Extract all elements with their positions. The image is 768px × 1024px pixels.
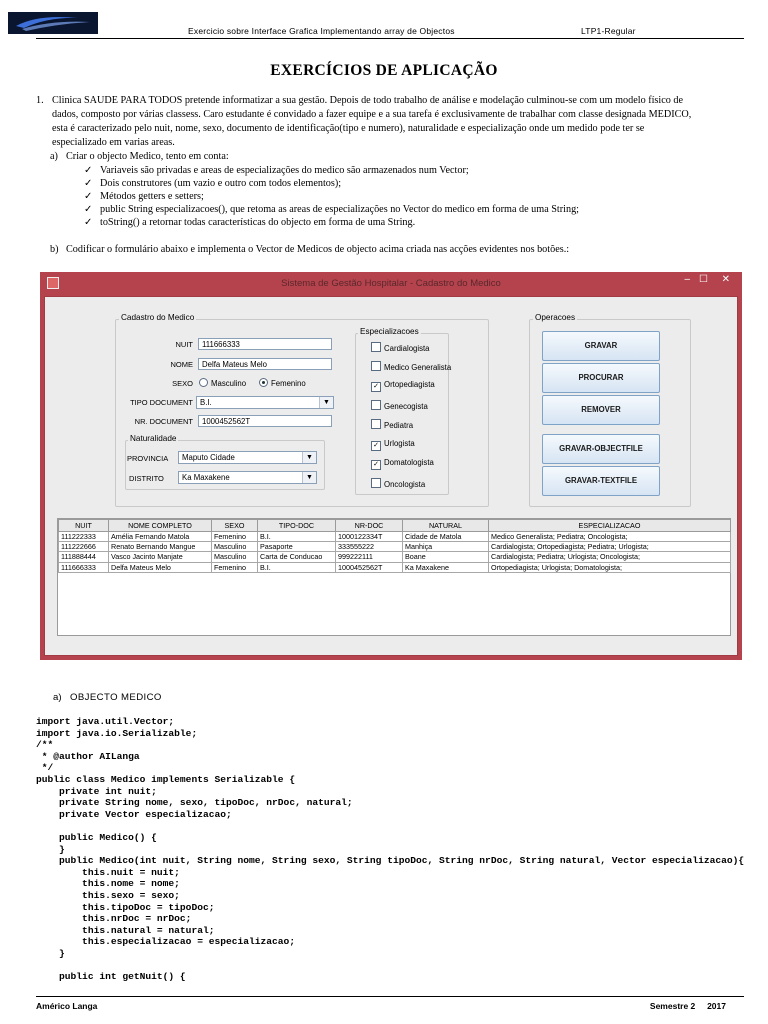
close-button[interactable]: ✕ — [721, 274, 730, 285]
cell-nr-doc: 1000452562T — [336, 562, 403, 572]
col-nr-doc-header[interactable]: NR-DOC — [336, 520, 403, 532]
esp-urlogista-label: Urlogista — [384, 439, 415, 448]
cell-nuit: 111222666 — [59, 542, 109, 552]
distrito-value: Ka Maxakene — [182, 473, 230, 482]
check-icon: ✓ — [84, 217, 93, 228]
cell-nuit: 111666333 — [59, 562, 109, 572]
cell-natural: Manhiça — [403, 542, 489, 552]
nome-label: NOME — [170, 360, 193, 369]
sexo-feminino-label: Femenino — [271, 379, 306, 388]
cell-sexo: Masculino — [212, 552, 258, 562]
esp-oncologista-checkbox[interactable] — [371, 478, 425, 489]
col-especializacao-header[interactable]: ESPECIALIZACAO — [489, 520, 731, 532]
cell-tipo-doc: B.I. — [258, 532, 336, 542]
item-a-text: Criar o objecto Medico, tento em conta: — [66, 151, 229, 162]
cell-tipo-doc: Pasaporte — [258, 542, 336, 552]
sexo-masculino-radio[interactable] — [199, 378, 246, 388]
check-item: toString() a retornar todas características do objecto em forma de uma String. — [100, 217, 416, 228]
remover-button[interactable]: REMOVER — [542, 395, 660, 425]
cell-natural: Boane — [403, 552, 489, 562]
operacoes-title: Operacoes — [535, 313, 576, 322]
especializacoes-title: Especializacoes — [360, 327, 419, 336]
gravar-objectfile-button[interactable]: GRAVAR-OBJECTFILE — [542, 434, 660, 464]
cell-nr-doc: 333555222 — [336, 542, 403, 552]
intro-number: 1. — [36, 95, 44, 106]
maximize-button[interactable]: ☐ — [699, 274, 708, 285]
chevron-down-icon: ▼ — [302, 472, 316, 483]
sexo-feminino-radio[interactable] — [259, 378, 306, 388]
cell-especializacao: Cardialogista; Ortopediagista; Pediatra; Urlogista; — [489, 542, 731, 552]
chevron-down-icon: ▼ — [319, 397, 333, 408]
col-natural-header[interactable]: NATURAL — [403, 520, 489, 532]
especializacoes-group — [355, 333, 452, 495]
item-a-marker: a) — [50, 151, 58, 162]
col-nome-header[interactable]: NOME COMPLETO — [109, 520, 212, 532]
gravar-button[interactable]: GRAVAR — [542, 331, 660, 361]
cell-sexo: Femenino — [212, 532, 258, 542]
esp-domatologista-label: Domatologista — [384, 458, 434, 467]
cell-sexo: Femenino — [212, 562, 258, 572]
cell-especializacao: Cardialogista; Pediatra; Urlogista; Oncologista; — [489, 552, 731, 562]
cell-especializacao: Ortopediagista; Urlogista; Domatologista; — [489, 562, 731, 572]
esp-pediatra-label: Pediatra — [384, 421, 414, 430]
footer-author: Américo Langa — [36, 1001, 98, 1011]
naturalidade-title: Naturalidade — [130, 434, 177, 443]
app-window — [40, 272, 742, 660]
tipo-doc-select[interactable] — [196, 396, 334, 409]
footer-semester: Semestre 2 2017 — [649, 1001, 726, 1011]
cell-nuit: 111888444 — [59, 552, 109, 562]
check-icon: ✓ — [84, 165, 93, 176]
nome-input[interactable]: Delfa Mateus Melo — [198, 358, 332, 370]
gravar-textfile-button[interactable]: GRAVAR-TEXTFILE — [542, 466, 660, 496]
nuit-input[interactable]: 111666333 — [198, 338, 332, 350]
check-icon: ✓ — [84, 191, 93, 202]
esp-medico-generalista-checkbox[interactable] — [371, 361, 451, 372]
section-a-title: OBJECTO MEDICO — [70, 692, 162, 703]
esp-pediatra-checkbox[interactable] — [371, 419, 413, 430]
nr-doc-input[interactable]: 1000452562T — [198, 415, 332, 427]
tipo-doc-value: B.I. — [200, 398, 212, 407]
operacoes-buttons — [542, 331, 660, 501]
cell-tipo-doc: B.I. — [258, 562, 336, 572]
sexo-label: SEXO — [172, 379, 193, 388]
provincia-select[interactable] — [178, 451, 317, 464]
table-row[interactable] — [59, 542, 731, 552]
esp-cardialogista-label: Cardialogista — [384, 344, 430, 353]
check-icon: ✓ — [84, 204, 93, 215]
table-row[interactable] — [59, 552, 731, 562]
esp-urlogista-checkbox[interactable]: ✓ Urlogista — [371, 439, 415, 451]
nuit-label: NUIT — [175, 340, 193, 349]
esp-oncologista-label: Oncologista — [384, 480, 426, 489]
cell-nome: Renato Bernando Mangue — [109, 542, 212, 552]
cell-especializacao: Medico Generalista; Pediatra; Oncologista; — [489, 532, 731, 542]
cell-nome: Delfa Mateus Melo — [109, 562, 212, 572]
esp-ortopediagista-checkbox[interactable]: ✓ Ortopediagista — [371, 380, 435, 392]
esp-genecogista-checkbox[interactable] — [371, 400, 428, 411]
header-divider — [36, 38, 744, 39]
item-b-marker: b) — [50, 244, 59, 255]
cell-nr-doc: 999222111 — [336, 552, 403, 562]
esp-ortopediagista-label: Ortopediagista — [384, 380, 435, 389]
tipo-doc-label: TIPO DOCUMENT — [130, 398, 193, 407]
medicos-table-container — [57, 518, 731, 636]
table-row[interactable] — [59, 562, 731, 572]
cell-natural: Ka Maxakene — [403, 562, 489, 572]
provincia-label: PROVINCIA — [127, 454, 169, 463]
sexo-masculino-label: Masculino — [211, 379, 247, 388]
window-content — [44, 296, 738, 656]
esp-domatologista-checkbox[interactable]: ✓ Domatologista — [371, 458, 434, 470]
medicos-table — [58, 519, 731, 573]
cadastro-title: Cadastro do Medico — [121, 313, 195, 322]
col-nuit-header[interactable]: NUIT — [59, 520, 109, 532]
col-sexo-header[interactable]: SEXO — [212, 520, 258, 532]
chevron-down-icon: ▼ — [302, 452, 316, 463]
table-header-row — [59, 520, 731, 532]
check-item: Dois construtores (um vazio e outro com todos elementos); — [100, 178, 342, 189]
cell-nr-doc: 1000122334T — [336, 532, 403, 542]
table-row[interactable] — [59, 532, 731, 542]
provincia-value: Maputo Cidade — [182, 453, 235, 462]
minimize-button[interactable]: – — [684, 274, 690, 285]
check-item: Variaveis são privadas e areas de especializações do medico são armazenados num Vector; — [100, 165, 469, 176]
esp-genecogista-label: Genecogista — [384, 402, 428, 411]
header-center-text: Exercicio sobre Interface Grafica Implementando array de Objectos — [188, 26, 455, 36]
procurar-button[interactable]: PROCURAR — [542, 363, 660, 393]
check-item: Métodos getters e setters; — [100, 191, 204, 202]
page-title: EXERCÍCIOS DE APLICAÇÃO — [270, 62, 498, 79]
cell-tipo-doc: Carta de Conducao — [258, 552, 336, 562]
check-item: public String especializacoes(), que retoma as areas de especializações no Vector do medico em forma de uma String; — [100, 204, 580, 215]
esp-cardialogista-checkbox[interactable] — [371, 342, 430, 353]
intro-line-3: esta é caracterizado pelo nuit, nome, sexo, documento de identificação(tipo e numero), naturalidade e especialização onde um medido pode ter se — [52, 123, 645, 134]
distrito-label: DISTRITO — [129, 474, 164, 483]
distrito-select[interactable] — [178, 471, 317, 484]
header-logo — [8, 12, 98, 34]
cell-nuit: 111222333 — [59, 532, 109, 542]
col-tipo-doc-header[interactable]: TIPO-DOC — [258, 520, 336, 532]
item-b-text: Codificar o formulário abaixo e implementa o Vector de Medicos de objecto acima criada nas acções evidentes nos botões.: — [66, 244, 570, 255]
section-a-marker: a) — [53, 692, 62, 703]
check-icon: ✓ — [84, 178, 93, 189]
cell-natural: Cidade de Matola — [403, 532, 489, 542]
intro-line-1: Clinica SAUDE PARA TODOS pretende informatizar a sua gestão. Depois de todo trabalho de análise e modelação culminou-se com um modelo físico de — [52, 95, 684, 106]
nr-doc-label: NR. DOCUMENT — [134, 417, 193, 426]
code-block: import java.util.Vector; import java.io.Serializable; /** * @author AILanga */ public class Medico implements Serializable { private int nuit; private String nome, sexo, tipoDoc, nrDoc, natural; private Vector especializacao; public Medico() { } public Medico(int nuit, String nome, String sexo, String tipoDoc, String nrDoc, String natural, Vector especializacao){ this.nuit = nuit; this.nome = nome; this.sexo = sexo; this.tipoDoc = tipoDoc; this.nrDoc = nrDoc; this.natural = natural; this.especializacao = especializacao; } public int getNuit() { — [36, 716, 745, 983]
cell-sexo: Masculino — [212, 542, 258, 552]
esp-medico-generalista-label: Medico Generalista — [384, 363, 452, 372]
footer-divider — [36, 996, 744, 997]
header-right-text: LTP1-Regular — [581, 26, 636, 36]
cell-nome: Amélia Fernando Matola — [109, 532, 212, 542]
cell-nome: Vasco Jacinto Manjate — [109, 552, 212, 562]
intro-line-2: dados, composto por várias classess. Caro estudante é convidado a fazer equipe e a sua tarefa é exclusivamente de trabalhar com classe designada MEDICO, — [52, 109, 692, 120]
intro-line-4: especializado em varias areas. — [52, 137, 175, 148]
window-title: Sistema de Gestão Hospitalar - Cadastro do Medico — [281, 278, 501, 289]
